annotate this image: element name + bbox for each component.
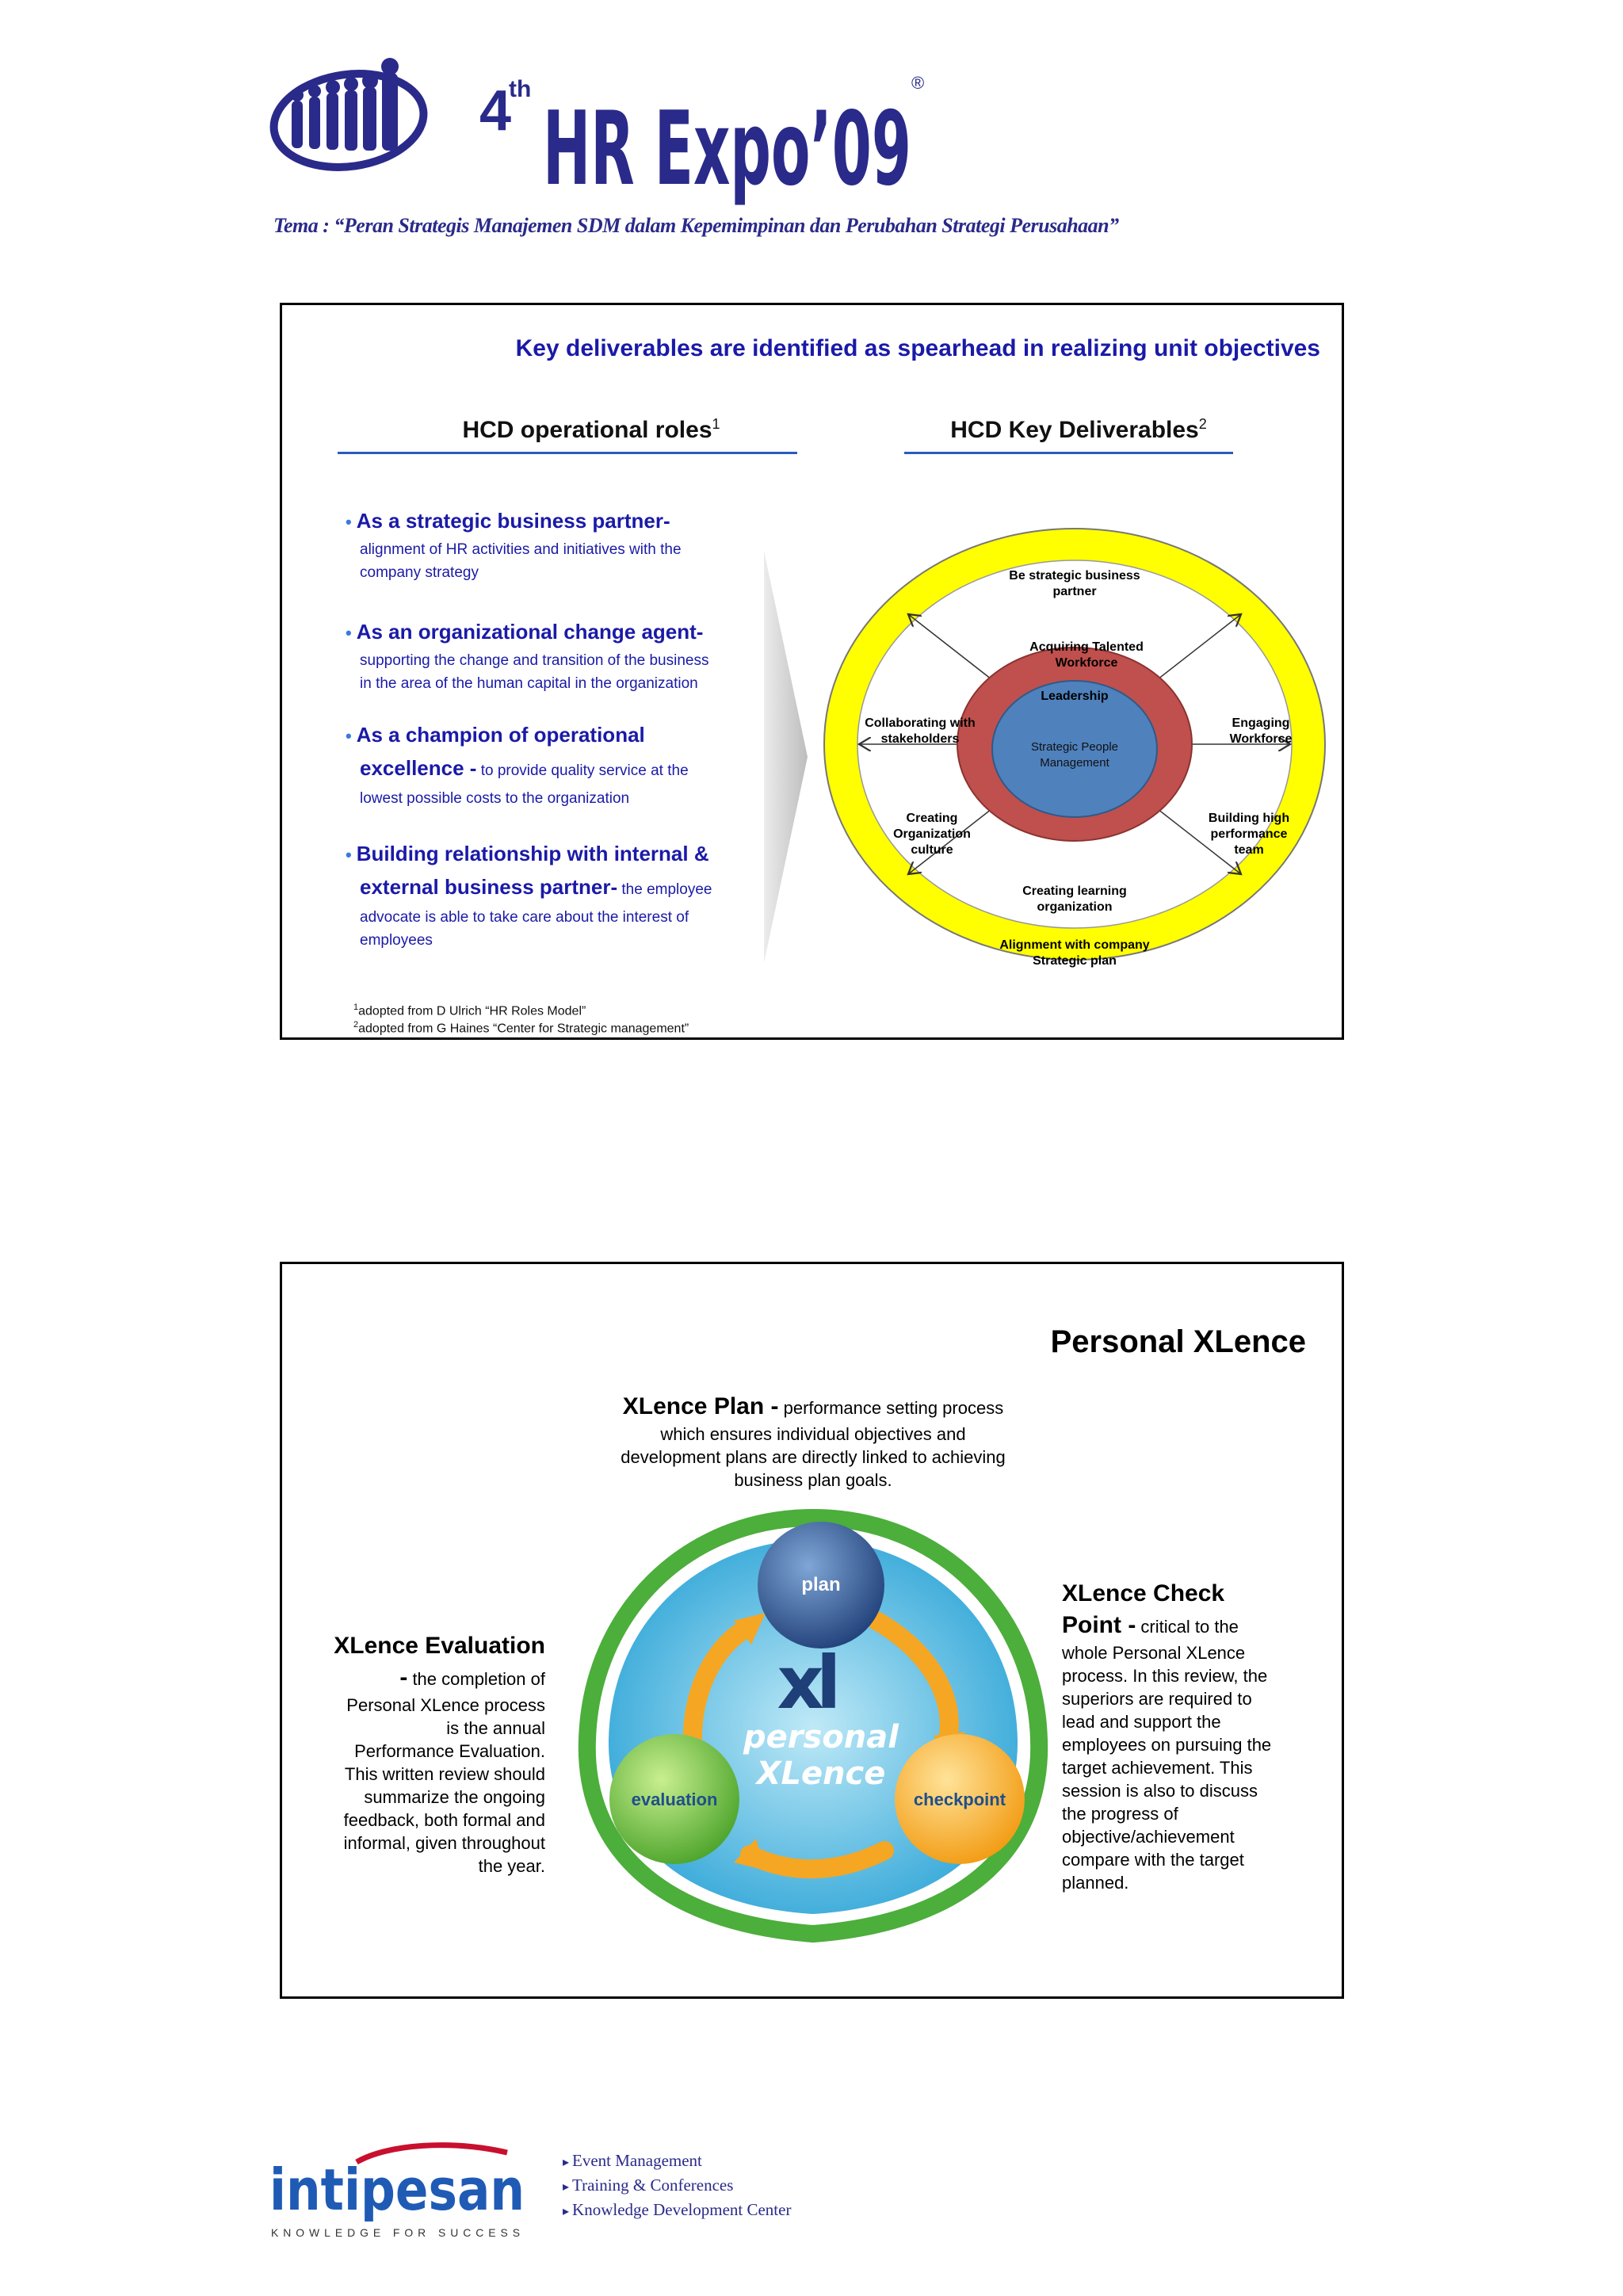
xlence-brand: XLence — [756, 1755, 886, 1792]
key-deliverables-diagram — [821, 519, 1328, 971]
evaluation-label: evaluation — [631, 1790, 718, 1809]
service-item: ▸ Knowledge Development Center — [563, 2199, 791, 2223]
xl-monogram: xl — [777, 1641, 834, 1725]
footnote-2: $^2$adopted from G Haines “Center for Strategic management” — [353, 1020, 689, 1036]
arrow-wedge — [764, 551, 812, 963]
label-creating-culture: Creating Organization culture — [893, 812, 971, 857]
role-strategic-partner: • As a strategic business partner- alignment of HR activities and initiatives with the company strategy — [346, 509, 682, 581]
label-leadership: Leadership — [1041, 690, 1109, 703]
xlence-plan-text: XLence Plan - performance setting process which ensures individual objectives and development plans are directly linked to achieving business plan goals. — [621, 1393, 1006, 1490]
role-change-agent: • As an organizational change agent- supporting the change and transition of the business in the area of the human capital in the organization — [346, 620, 709, 692]
label-strategic-partner: Be strategic business partner — [1009, 569, 1140, 598]
role-relationship-builder: • Building relationship with internal & external business partner- the employee advocate is able to take care about the interest of employees — [346, 842, 712, 949]
right-column-title: HCD Key Deliverables$^2$ — [950, 416, 1207, 443]
services-list — [563, 2149, 791, 2223]
label-alignment: Alignment with company Strategic plan — [999, 938, 1150, 968]
slide1-headline: Key deliverables are identified as spearhead in realizing unit objectives — [515, 335, 1320, 361]
left-column-rule — [338, 452, 797, 454]
registered-mark: ® — [911, 73, 925, 93]
intipesan-tagline: KNOWLEDGE FOR SUCCESS — [271, 2226, 525, 2239]
role-operational-excellence: • As a champion of operational excellence - to provide quality service at the lowest possible costs to the organization — [346, 723, 689, 807]
label-collaborating: Collaborating with stakeholders — [865, 716, 976, 746]
service-item: ▸ Event Management — [563, 2149, 791, 2174]
edition-number: 4 — [479, 79, 512, 143]
intipesan-logo — [269, 2140, 531, 2243]
plan-label: plan — [801, 1574, 841, 1595]
checkpoint-label: checkpoint — [913, 1790, 1006, 1809]
label-core: Strategic People Management — [1030, 740, 1119, 770]
intipesan-brand: intipesan — [269, 2157, 525, 2223]
label-engaging: Engaging Workforce — [1229, 716, 1293, 746]
label-learning-org: Creating learning organization — [1022, 884, 1127, 914]
service-item: ▸ Training & Conferences — [563, 2174, 791, 2199]
label-high-performance: Building high performance team — [1208, 812, 1290, 857]
footnote-1: $^1$adopted from D Ulrich “HR Roles Model” — [353, 1003, 586, 1018]
event-theme: Tema : “Peran Strategis Manajemen SDM dalam Kepemimpinan dan Perubahan Strategi Perusahaan” — [273, 214, 1119, 237]
xlence-evaluation-text: XLence Evaluation - the completion of Personal XLence process is the annual Performance Evaluation. This written review should summarize the ongoing feedback, both formal and informal, given throughout the year. — [334, 1633, 545, 1876]
xlence-checkpoint-text: XLence Check Point - critical to the whole Personal XLence process. In this review, the superiors are required to lead and support the employees on pursuing the target achievement. This session is also to discuss the progress of objective/achievement compare with the target planned. — [1062, 1580, 1272, 1893]
slide2-title: Personal XLence — [1050, 1324, 1306, 1359]
slide-personal-xlence — [280, 1262, 1344, 1999]
edition-suffix: th — [509, 76, 532, 102]
left-column-title: HCD operational roles$^1$ — [462, 416, 720, 443]
label-acquiring-talent: Acquiring Talented Workforce — [1029, 640, 1144, 670]
personal-brand: personal — [743, 1719, 899, 1755]
personal-xlence-cycle — [575, 1502, 1051, 1946]
slide-key-deliverables — [280, 303, 1344, 1040]
event-name: HR Expo’09 — [543, 90, 911, 208]
right-column-rule — [904, 452, 1233, 454]
